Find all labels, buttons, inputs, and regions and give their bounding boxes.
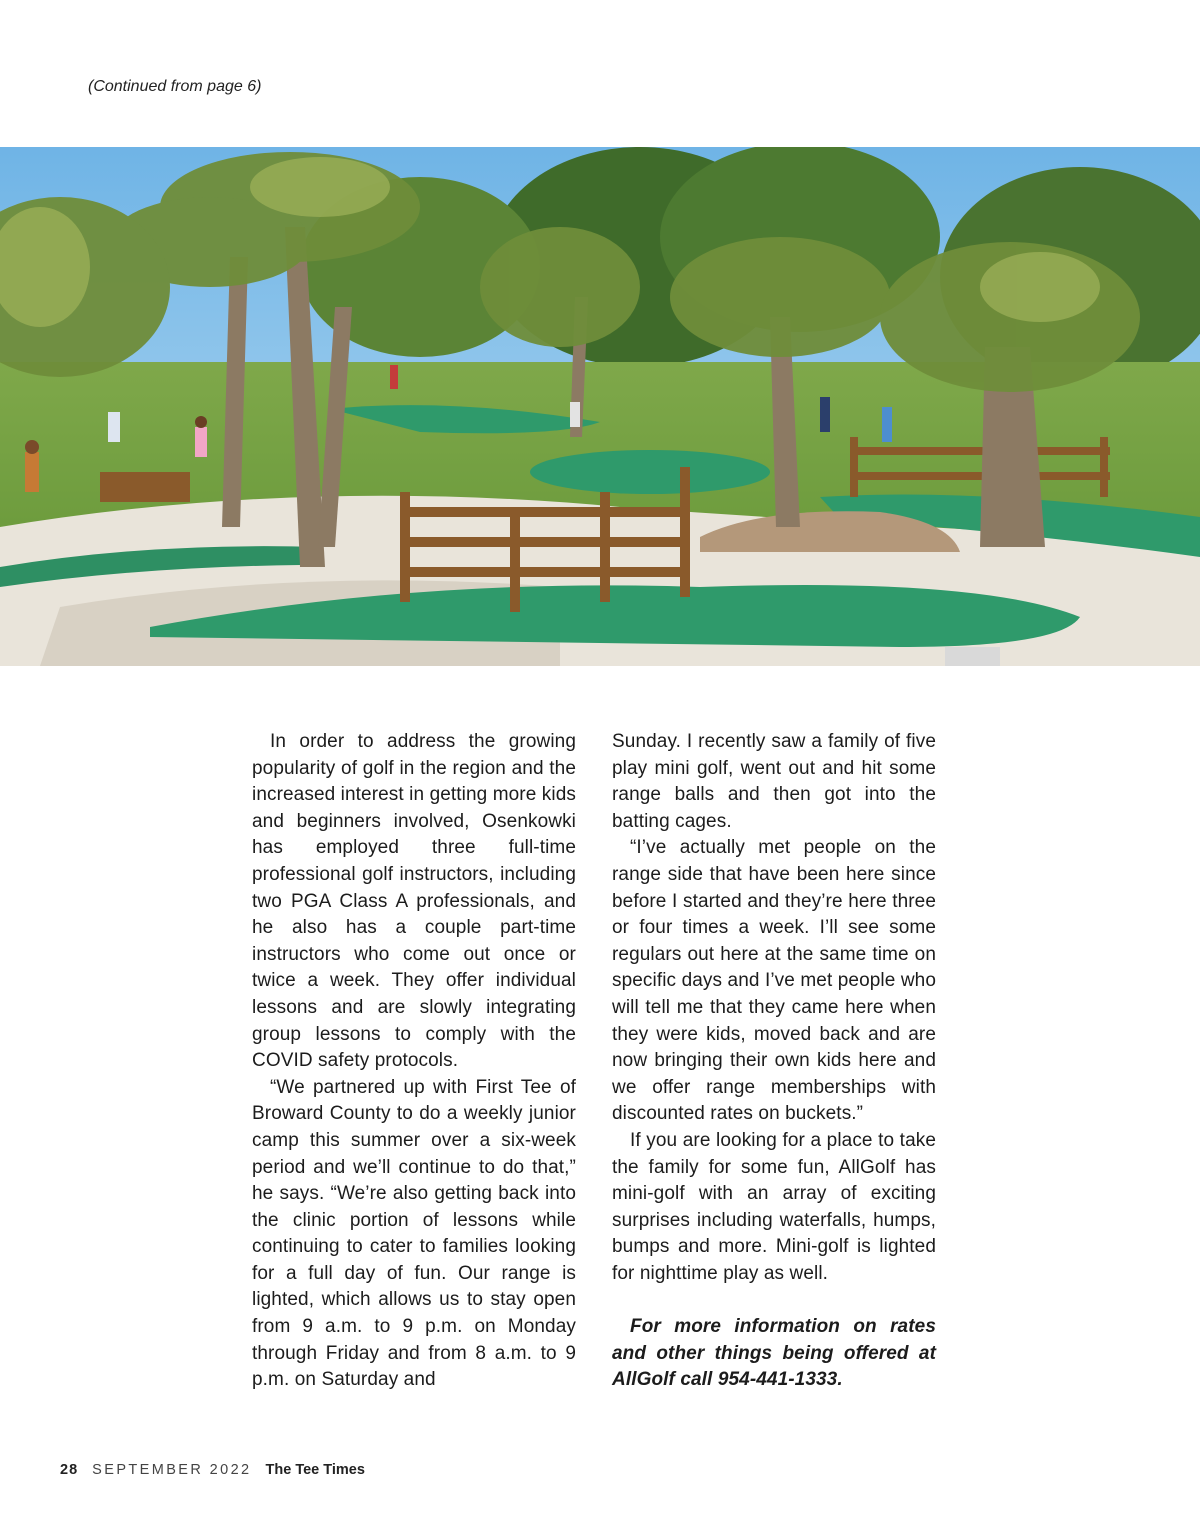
article-paragraph: In order to address the growing popularity of golf in the region and the increased interest in getting more kids and beginners involved, Osenkowki has employed three full-time professional golf instructors, including two PGA Class A professionals, and he also has a couple part-time instructors who come out once or twice a week. They offer individual lessons and are slowly integrating group lessons to comply with the COVID safety protocols.	[252, 731, 576, 1072]
article-paragraph: “We partnered up with First Tee of Broward County to do a weekly junior camp this summer over a six-week period and we’ll continue to do that,” he says. “We’re also getting back into the clinic portion of lessons while continuing to cater to families looking for a full day of fun. Our range is lighted, which allows us to stay open from 9 a.m. to 9 p.m. on Monday through Friday and from 8 a.m. to 9 p.m. on Saturday and	[252, 1076, 576, 1391]
article-column-right	[612, 729, 936, 1394]
continued-note: (Continued from page 6)	[88, 78, 262, 95]
issue-date: SEPTEMBER 2022	[92, 1462, 252, 1478]
contact-info: For more information on rates and other things being offered at AllGolf call 954-441-1333.	[612, 1316, 936, 1391]
article-paragraph: “I’ve actually met people on the range side that have been here since before I started and they’re here three or four times a week. I’ll see some regulars out here at the same time on specific days and I’ve met people who will tell me that they came here when they were kids, moved back and are now bringing their own kids here and we offer range memberships with discounted rates on buckets.”	[612, 837, 936, 1125]
publication-name: The Tee Times	[265, 1462, 365, 1478]
article-paragraph: If you are looking for a place to take the family for some fun, AllGolf has mini-golf with an array of exciting surprises including waterfalls, humps, bumps and more. Mini-golf is lighted for nighttime play as well.	[612, 1129, 936, 1284]
article-column-left	[252, 729, 576, 1394]
article-paragraph: Sunday. I recently saw a family of five play mini golf, went out and hit some range balls and then got into the batting cages.	[612, 731, 936, 832]
page-footer	[60, 1462, 365, 1478]
mini-golf-course-photo	[0, 147, 1200, 666]
page-number: 28	[60, 1462, 79, 1478]
